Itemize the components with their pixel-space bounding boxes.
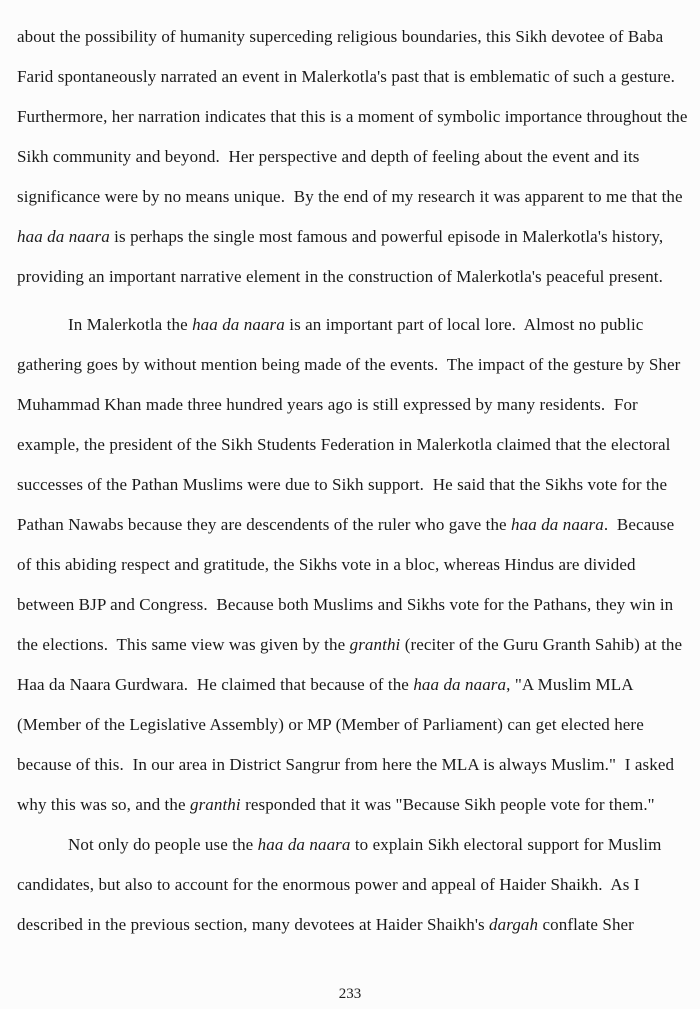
text-segment: Furthermore, her narration indicates that this is a moment of symbolic importance throughout the <box>17 107 688 126</box>
text-line <box>17 257 690 297</box>
paragraph <box>17 17 690 297</box>
text-line <box>17 177 690 217</box>
text-segment: (Member of the Legislative Assembly) or MP (Member of Parliament) can get elected here <box>17 715 644 734</box>
text-segment: why this was so, and the <box>17 795 190 814</box>
text-line <box>17 585 690 625</box>
text-line <box>17 545 690 585</box>
text-line <box>17 665 690 705</box>
text-segment: providing an important narrative element in the construction of Malerkotla's peaceful present. <box>17 267 663 286</box>
text-segment: , "A Muslim MLA <box>506 675 634 694</box>
text-line <box>17 745 690 785</box>
text-line <box>17 465 690 505</box>
text-segment: is an important part of local lore. Almost no public <box>284 315 644 334</box>
text-segment: Not only do people use the <box>68 835 258 854</box>
text-segment: (reciter of the Guru Granth Sahib) at the <box>400 635 683 654</box>
text-segment: . Because <box>603 515 675 534</box>
text-segment: about the possibility of humanity superceding religious boundaries, this Sikh devotee of Baba <box>17 27 664 46</box>
italic-term: dargah <box>489 915 539 934</box>
text-segment: described in the previous section, many devotees at Haider Shaikh's <box>17 915 490 934</box>
italic-term: haa da naara <box>511 515 604 534</box>
text-segment: successes of the Pathan Muslims were due to Sikh support. He said that the Sikhs vote for the <box>17 475 668 494</box>
text-line <box>17 505 690 545</box>
text-line <box>17 865 690 905</box>
text-line <box>17 217 690 257</box>
text-line <box>17 345 690 385</box>
italic-term: haa da naara <box>257 835 351 854</box>
text-line <box>17 785 690 825</box>
text-segment: Muhammad Khan made three hundred years ago is still expressed by many residents. For <box>17 395 638 414</box>
text-line <box>17 905 690 945</box>
text-segment: Pathan Nawabs because they are descendents of the ruler who gave the <box>17 515 512 534</box>
body-text <box>17 17 690 945</box>
text-line <box>17 625 690 665</box>
text-segment: of this abiding respect and gratitude, the Sikhs vote in a bloc, whereas Hindus are divided <box>17 555 636 574</box>
paragraph <box>17 305 690 825</box>
text-segment: Haa da Naara Gurdwara. He claimed that because of the <box>17 675 414 694</box>
text-segment: is perhaps the single most famous and powerful episode in Malerkotla's history, <box>109 227 664 246</box>
text-segment: gathering goes by without mention being made of the events. The impact of the gesture by Sher <box>17 355 681 374</box>
italic-term: granthi <box>349 635 401 654</box>
italic-term: granthi <box>189 795 241 814</box>
paragraph <box>17 825 690 945</box>
text-segment: candidates, but also to account for the enormous power and appeal of Haider Shaikh. As I <box>17 875 640 894</box>
text-segment: between BJP and Congress. Because both Muslims and Sikhs vote for the Pathans, they win in <box>17 595 674 614</box>
text-line <box>17 305 690 345</box>
text-line <box>17 97 690 137</box>
text-segment: Farid spontaneously narrated an event in Malerkotla's past that is emblematic of such a gesture. <box>17 67 675 86</box>
text-line <box>17 17 690 57</box>
text-segment: the elections. This same view was given by the <box>17 635 350 654</box>
italic-term: haa da naara <box>192 315 285 334</box>
page-number: 233 <box>338 986 362 1002</box>
text-segment: responded that it was "Because Sikh people vote for them." <box>240 795 655 814</box>
text-segment: Sikh community and beyond. Her perspective and depth of feeling about the event and its <box>17 147 640 166</box>
text-line <box>17 385 690 425</box>
text-line <box>17 425 690 465</box>
text-segment: conflate Sher <box>538 915 634 934</box>
italic-term: haa da naara <box>17 227 110 246</box>
text-line <box>17 57 690 97</box>
text-line <box>17 825 690 865</box>
text-line <box>17 705 690 745</box>
text-segment: significance were by no means unique. By the end of my research it was apparent to me that the <box>17 187 683 206</box>
text-line <box>17 137 690 177</box>
text-segment: In Malerkotla the <box>68 315 193 334</box>
text-segment: example, the president of the Sikh Students Federation in Malerkotla claimed that the electoral <box>17 435 671 454</box>
italic-term: haa da naara <box>413 675 507 694</box>
text-segment: to explain Sikh electoral support for Muslim <box>350 835 662 854</box>
text-segment: because of this. In our area in District Sangrur from here the MLA is always Muslim." I asked <box>17 755 675 774</box>
